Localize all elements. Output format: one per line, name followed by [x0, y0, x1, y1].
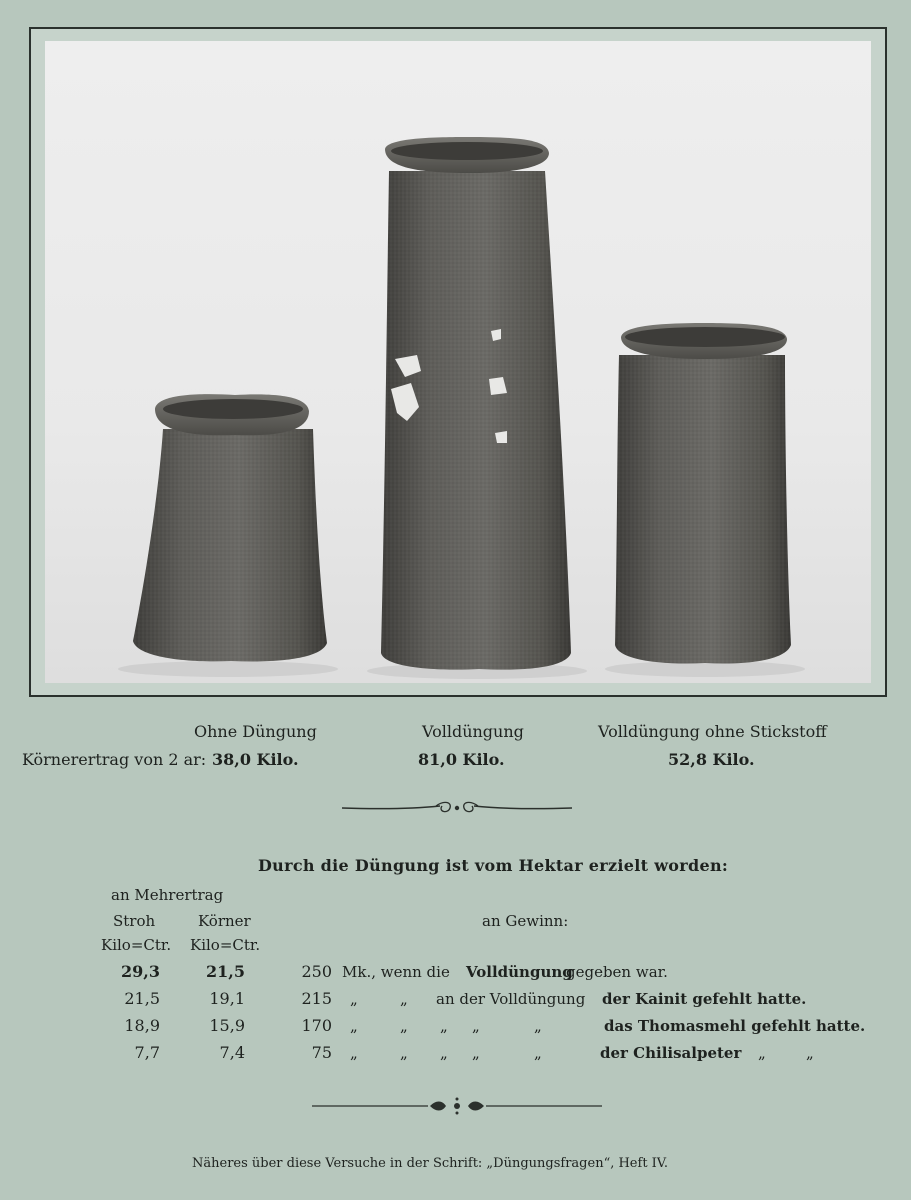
yield-value-ohne-duengung: 38,0 Kilo.	[212, 750, 299, 769]
caption-ohne-stickstoff: Volldüngung ohne Stickstoff	[598, 722, 827, 741]
row3-ditto-1: „	[350, 1017, 358, 1035]
header-mehrertrag: an Mehrertrag	[111, 886, 224, 904]
ornament-divider-top	[340, 798, 574, 818]
caption-vollduengung: Volldüngung	[422, 722, 524, 741]
row2-text-b: der Kainit gefehlt hatte.	[602, 990, 807, 1008]
row3-ditto-2: „	[400, 1017, 408, 1035]
row4-koerner: 7,4	[219, 1043, 245, 1062]
row4-ditto-4: „	[472, 1044, 480, 1062]
row4-ditto-6: „	[758, 1044, 766, 1062]
footer-note: Näheres über diese Versuche in der Schrift: „Düngungsfragen“, Heft IV.	[192, 1156, 669, 1171]
row4-text: der Chilisalpeter	[600, 1044, 742, 1062]
row4-gewinn: 75	[311, 1043, 332, 1062]
row3-ditto-3: „	[440, 1017, 448, 1035]
row4-ditto-2: „	[400, 1044, 408, 1062]
row3-ditto-5: „	[534, 1017, 542, 1035]
row4-ditto-5: „	[534, 1044, 542, 1062]
header-gewinn: an Gewinn:	[482, 912, 569, 930]
yield-value-ohne-stickstoff: 52,8 Kilo.	[668, 750, 755, 769]
row2-ditto-1: „	[350, 990, 358, 1008]
photo-plate	[29, 27, 887, 697]
photograph-three-sacks	[45, 41, 871, 683]
yield-prefix: Körnerertrag von 2 ar:	[22, 750, 207, 769]
row1-text-b: Volldüngung	[466, 963, 573, 981]
row4-ditto-7: „	[806, 1044, 814, 1062]
header-stroh: Stroh	[113, 912, 156, 930]
sack-ohne-stickstoff	[615, 323, 791, 663]
row2-gewinn: 215	[301, 989, 332, 1008]
row4-stroh: 7,7	[134, 1043, 160, 1062]
row2-ditto-2: „	[400, 990, 408, 1008]
header-koerner: Körner	[198, 912, 251, 930]
ornament-divider-bottom	[310, 1096, 604, 1116]
row4-ditto-1: „	[350, 1044, 358, 1062]
table-heading: Durch die Düngung ist vom Hektar erzielt worden:	[258, 856, 729, 875]
row3-gewinn: 170	[301, 1016, 332, 1035]
row3-text: das Thomasmehl gefehlt hatte.	[604, 1017, 866, 1035]
row1-gewinn: 250	[301, 962, 332, 981]
sacks-illustration	[45, 41, 871, 683]
unit-koerner: Kilo=Ctr.	[190, 936, 261, 954]
row1-text-c: gegeben war.	[566, 963, 668, 981]
sack-vollduengung	[381, 137, 571, 670]
row2-stroh: 21,5	[124, 989, 160, 1008]
row3-stroh: 18,9	[124, 1016, 160, 1035]
caption-ohne-duengung: Ohne Düngung	[194, 722, 317, 741]
row3-koerner: 15,9	[209, 1016, 245, 1035]
row2-koerner: 19,1	[209, 989, 245, 1008]
sack-ohne-duengung	[133, 394, 327, 661]
row1-stroh: 29,3	[121, 962, 160, 981]
row3-ditto-4: „	[472, 1017, 480, 1035]
row1-text-a: Mk., wenn die	[342, 963, 450, 981]
row2-text-a: an der Volldüngung	[436, 990, 586, 1008]
unit-stroh: Kilo=Ctr.	[101, 936, 172, 954]
row4-ditto-3: „	[440, 1044, 448, 1062]
yield-value-vollduengung: 81,0 Kilo.	[418, 750, 505, 769]
row1-koerner: 21,5	[206, 962, 245, 981]
